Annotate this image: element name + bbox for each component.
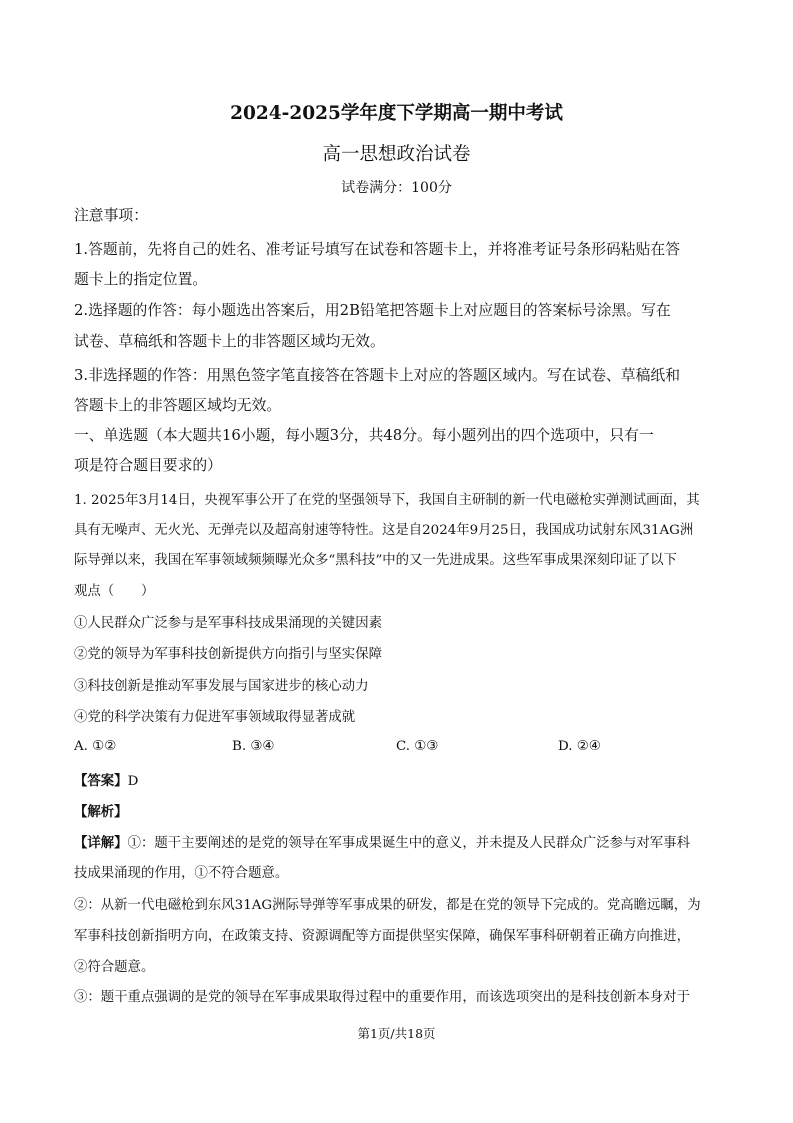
detail-line-6: ③：题干重点强调的是党的领导在军事成果取得过程中的重要作用，而该选项突出的是科技创新本身对于 xyxy=(74,990,690,1005)
option-c: C. ①③ xyxy=(396,739,439,754)
detail-line-4: 军事科技创新指明方向，在政策支持、资源调配等方面提供坚实保障，确保军事科研朝着正确方向推进， xyxy=(74,929,690,944)
detail-line-2: 技成果涌现的作用，①不符合题意。 xyxy=(74,866,289,881)
exam-subtitle: 高一思想政治试卷 xyxy=(322,144,471,165)
detail-line-3: ②：从新一代电磁枪到东风31AG洲际导弹等军事成果的研发，都是在党的领导下完成的。党高瞻远瞩，为 xyxy=(74,898,701,913)
statement-1: ①人民群众广泛参与是军事科技成果涌现的关键因素 xyxy=(74,616,382,631)
note-item-2-line-1: 2.选择题的作答：每小题选出答案后，用2B铅笔把答题卡上对应题目的答案标号涂黑。写在 xyxy=(74,302,671,319)
detail-line-5: ②符合题意。 xyxy=(74,960,155,975)
detail-line-1 xyxy=(74,833,722,854)
answer-line xyxy=(74,771,722,792)
exam-title: 2024-2025学年度下学期高一期中考试 xyxy=(230,103,563,124)
note-item-2-line-2: 试卷、草稿纸和答题卡上的非答题区域均无效。 xyxy=(74,333,385,350)
question-1-stem-line-2: 具有无噪声、无火光、无弹壳以及超高射速等特性。这是自2024年9月25日，我国成功试射东风31AG洲 xyxy=(74,523,694,538)
detail-label: 【详解】 xyxy=(74,835,128,851)
note-item-3-line-1: 3.非选择题的作答：用黑色签字笔直接答在答题卡上对应的答题区域内。写在试卷、草稿纸和 xyxy=(74,367,680,384)
note-item-1-line-2: 题卡上的指定位置。 xyxy=(74,271,208,288)
page-number: 第1页/共18页 xyxy=(357,1026,436,1041)
statement-4: ④党的科学决策有力促进军事领域取得显著成就 xyxy=(74,710,356,725)
question-1-stem-line-4: 观点（ ） xyxy=(74,584,155,599)
detail-text-1: ①：题干主要阐述的是党的领导在军事成果诞生中的意义，并未提及人民群众广泛参与对军事科 xyxy=(127,836,690,851)
analysis-label-text: 【解析】 xyxy=(74,804,128,820)
option-d: D. ②④ xyxy=(558,739,601,754)
question-1-stem-line-3: 际导弹以来，我国在军事领域频频曝光众多“黑科技”中的又一先进成果。这些军事成果深刻印证了以下 xyxy=(74,553,677,568)
note-item-3-line-2: 答题卡上的非答题区域均无效。 xyxy=(74,397,282,414)
total-score: 试卷满分：100分 xyxy=(341,180,452,196)
notes-heading: 注意事项： xyxy=(74,207,148,224)
statement-2: ②党的领导为军事科技创新提供方向指引与坚实保障 xyxy=(74,647,382,662)
question-1-stem-line-1: 1. 2025年3月14日，央视军事公开了在党的坚强领导下，我国自主研制的新一代电磁枪实弹测试画面，其 xyxy=(74,493,700,508)
statement-3: ③科技创新是推动军事发展与国家进步的核心动力 xyxy=(74,679,369,694)
answer-options xyxy=(74,739,722,759)
answer-label: 【答案】 xyxy=(74,773,128,789)
option-a: A. ①② xyxy=(74,739,117,754)
analysis-label xyxy=(74,802,722,823)
answer-value: D xyxy=(127,774,139,789)
note-item-1-line-1: 1.答题前，先将自己的姓名、准考证号填写在试卷和答题卡上，并将准考证号条形码粘贴在答 xyxy=(74,241,680,258)
section-heading-line-1: 一、单选题（本大题共16小题，每小题3分，共48分。每小题列出的四个选项中，只有一 xyxy=(74,427,654,444)
option-b: B. ③④ xyxy=(232,739,275,754)
section-heading-line-2: 项是符合题目要求的） xyxy=(74,457,222,474)
